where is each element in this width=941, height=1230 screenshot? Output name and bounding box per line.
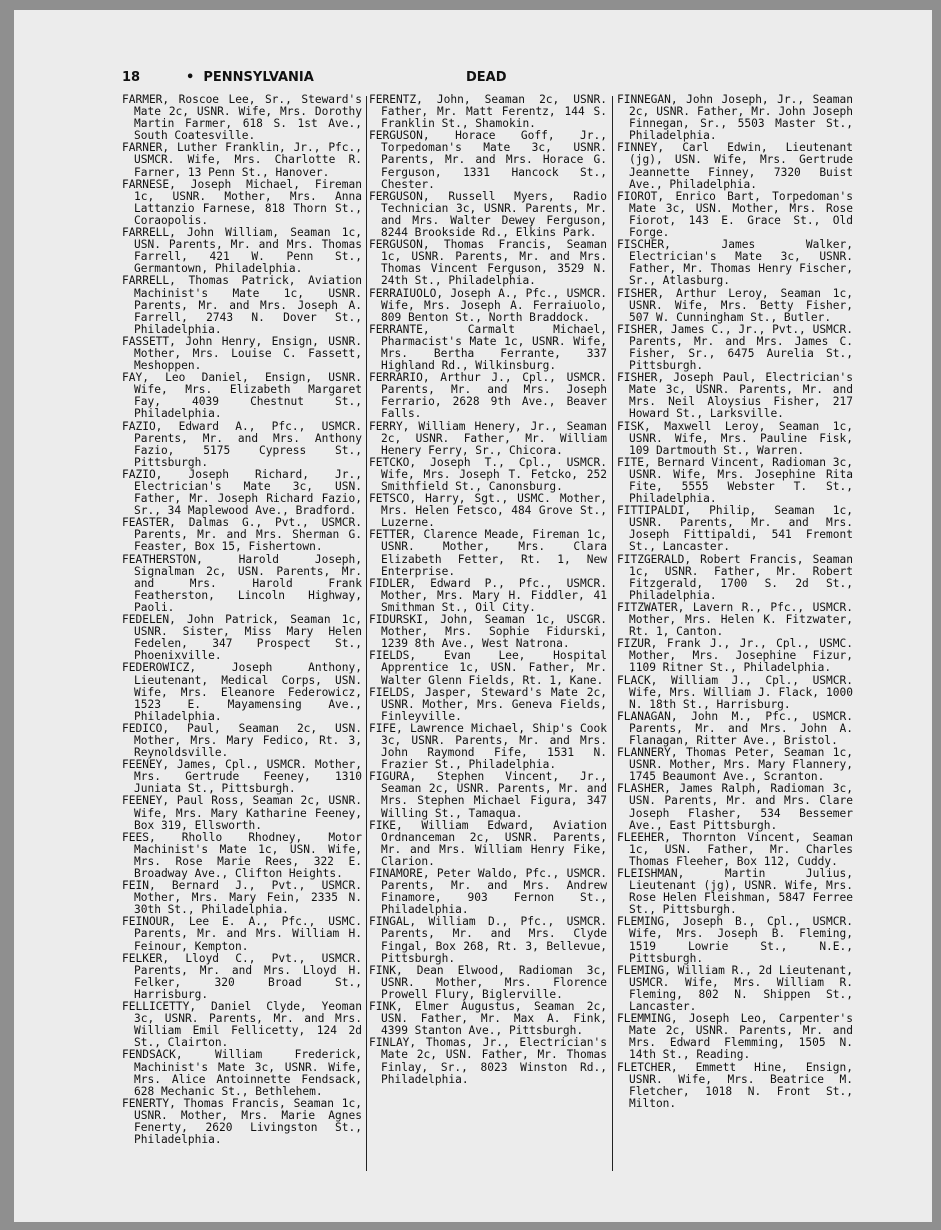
casualty-entry: FLEISHMAN, Martin Julius, Lieutenant (jg), USNR. Wife, Mrs. Rose Helen Fleishman, 5847 Ferree St., Pittsburgh. (617, 867, 853, 917)
casualty-entry: FIELDS, Evan Lee, Hospital Apprentice 1c, USN. Father, Mr. Walter Glenn Fields, Rt. 1, Kane. (369, 649, 607, 687)
page-header (122, 70, 852, 88)
casualty-entry: FISCHER, James Walker, Electrician's Mate 3c, USNR. Father, Mr. Thomas Henry Fischer, Sr., Atlasburg. (617, 238, 853, 288)
casualty-entry: FINK, Dean Elwood, Radioman 3c, USNR. Mother, Mrs. Florence Prowell Flury, Biglerville. (369, 963, 607, 1001)
casualty-entry: FINNEY, Carl Edwin, Lieutenant (jg), USN. Wife, Mrs. Gertrude Jeannette Finney, 7320 Buist Ave., Philadelphia. (617, 141, 853, 191)
casualty-entry: FIKE, William Edward, Aviation Ordnanceman 2c, USNR. Parents, Mr. and Mrs. William Henry Fike, Clarion. (369, 818, 607, 868)
casualty-entry: FEES, Rhollo Rhodney, Motor Machinist's Mate 1c, USN. Wife, Mrs. Rose Marie Rees, 322 E. Broadway Ave., Clifton Heights. (122, 830, 362, 880)
casualty-entry: FLASHER, James Ralph, Radioman 3c, USN. Parents, Mr. and Mrs. Clare Joseph Flasher, 534 Bessemer Ave., East Pittsburgh. (617, 782, 853, 832)
casualty-entry: FLEEHER, Thornton Vincent, Seaman 1c, USN. Father, Mr. Charles Thomas Fleeher, Box 112, Cuddy. (617, 830, 853, 868)
casualty-entry: FARRELL, Thomas Patrick, Aviation Machinist's Mate 1c, USNR. Parents, Mr. and Mrs. Joseph A. Farrell, 2743 N. Dover St., Philadelphia. (122, 274, 362, 336)
casualty-entry: FIGURA, Stephen Vincent, Jr., Seaman 2c, USNR. Parents, Mr. and Mrs. Stephen Michael Figura, 347 Willing St., Tamaqua. (369, 770, 607, 820)
page-number: 18 (122, 70, 141, 85)
casualty-entry: FLETCHER, Emmett Hine, Ensign, USNR. Wife, Mrs. Beatrice M. Fletcher, 1018 N. Front St., Milton. (617, 1060, 853, 1110)
casualty-entry: FISHER, Arthur Leroy, Seaman 1c, USNR. Wife, Mrs. Betty Fisher, 507 W. Cunningham St., Butler. (617, 286, 853, 324)
casualty-entry: FISHER, James C., Jr., Pvt., USMCR. Parents, Mr. and Mrs. James C. Fisher, Sr., 6475 Aurelia St., Pittsburgh. (617, 322, 853, 373)
column-middle (369, 94, 607, 1086)
casualty-entry: FERENTZ, John, Seaman 2c, USNR. Father, Mr. Matt Ferentz, 144 S. Franklin St., Shamokin. (369, 93, 607, 131)
casualty-entry: FERRARIO, Arthur J., Cpl., USMCR. Parents, Mr. and Mrs. Joseph Ferrario, 2628 9th Ave., Beaver Falls. (369, 371, 607, 421)
column-divider (612, 96, 613, 1171)
casualty-entry: FEINOUR, Lee E. A., Pfc., USMC. Parents, Mr. and Mrs. William H. Feinour, Kempton. (122, 915, 362, 953)
casualty-entry: FELLICETTY, Daniel Clyde, Yeoman 3c, USNR. Parents, Mr. and Mrs. William Emil Fellicetty, 124 2d St., Clairton. (122, 1000, 362, 1050)
casualty-entry: FITZGERALD, Robert Francis, Seaman 1c, USNR. Father, Mr. Robert Fitzgerald, 1700 S. 2d St., Philadelphia. (617, 552, 853, 602)
casualty-entry: FETSCO, Harry, Sgt., USMC. Mother, Mrs. Helen Fetsco, 484 Grove St., Luzerne. (369, 492, 607, 530)
casualty-entry: FARMER, Roscoe Lee, Sr., Steward's Mate 2c, USNR. Wife, Mrs. Dorothy Martin Farmer, 618 S. 1st Ave., South Coatesville. (122, 93, 362, 143)
casualty-entry: FLEMING, William R., 2d Lieutenant, USMCR. Wife, Mrs. William R. Fleming, 802 N. Shippen St., Lancaster. (617, 963, 853, 1014)
casualty-entry: FISHER, Joseph Paul, Electrician's Mate 3c, USNR. Parents, Mr. and Mrs. Neil Aloysius Fisher, 217 Howard St., Larksville. (617, 371, 853, 421)
casualty-entry: FINAMORE, Peter Waldo, Pfc., USMCR. Parents, Mr. and Mrs. Andrew Finamore, 903 Fernon St., Philadelphia. (369, 867, 607, 917)
casualty-entry: FEDICO, Paul, Seaman 2c, USN. Mother, Mrs. Mary Fedico, Rt. 3, Reynoldsville. (122, 721, 362, 760)
casualty-entry: FINK, Elmer Augustus, Seaman 2c, USN. Father, Mr. Max A. Fink, 4399 Stanton Ave., Pittsburgh. (369, 1000, 607, 1038)
casualty-entry: FEDEROWICZ, Joseph Anthony, Lieutenant, Medical Corps, USN. Wife, Mrs. Eleanore Federowicz, 1523 E. Mayamensing Ave., Philadelphia. (122, 661, 362, 723)
casualty-entry: FETCKO, Joseph T., Cpl., USMCR. Wife, Mrs. Joseph T. Fetcko, 252 Smithfield St., Canonsburg. (369, 455, 607, 493)
state-heading (186, 70, 314, 85)
casualty-entry: FEENEY, James, Cpl., USMCR. Mother, Mrs. Gertrude Feeney, 1310 Juniata St., Pittsburgh. (122, 758, 362, 796)
casualty-entry: FERRY, William Henery, Jr., Seaman 2c, USNR. Father, Mr. William Henery Ferry, Sr., Chicora. (369, 419, 607, 457)
casualty-entry: FARNER, Luther Franklin, Jr., Pfc., USMCR. Wife, Mrs. Charlotte R. Farner, 13 Penn St., Hanover. (122, 141, 362, 179)
casualty-entry: FLEMMING, Joseph Leo, Carpenter's Mate 2c, USNR. Parents, Mr. and Mrs. Edward Flemming, 1505 N. 14th St., Reading. (617, 1012, 853, 1062)
column-left (122, 94, 362, 1146)
casualty-entry: FELKER, Lloyd C., Pvt., USMCR. Parents, Mr. and Mrs. Lloyd H. Felker, 320 Broad St., Harrisburg. (122, 951, 362, 1001)
casualty-entry: FENERTY, Thomas Francis, Seaman 1c, USNR. Mother, Mrs. Marie Agnes Fenerty, 2620 Livingston St., Philadelphia. (122, 1096, 362, 1147)
casualty-entry: FINLAY, Thomas, Jr., Electrician's Mate 2c, USN. Father, Mr. Thomas Finlay, Sr., 8023 Winston Rd., Philadelphia. (369, 1036, 607, 1086)
casualty-entry: FAZIO, Edward A., Pfc., USMCR. Parents, Mr. and Mrs. Anthony Fazio, 5175 Cypress St., Pittsburgh. (122, 419, 362, 469)
casualty-entry: FEASTER, Dalmas G., Pvt., USMCR. Parents, Mr. and Mrs. Sherman G. Feaster, Box 15, Fishertown. (122, 516, 362, 554)
casualty-entry: FETTER, Clarence Meade, Fireman 1c, USNR. Mother, Mrs. Clara Elizabeth Fetter, Rt. 1, New Enterprise. (369, 528, 607, 578)
casualty-entry: FLANNERY, Thomas Peter, Seaman 1c, USNR. Mother, Mrs. Mary Flannery, 1745 Beaumont Ave., Scranton. (617, 746, 853, 784)
casualty-entry: FARRELL, John William, Seaman 1c, USN. Parents, Mr. and Mrs. Thomas Farrell, 421 W. Penn St., Germantown, Philadelphia. (122, 226, 362, 276)
header-bullet: • (186, 70, 195, 85)
casualty-entry: FIDLER, Edward P., Pfc., USMCR. Mother, Mrs. Mary H. Fiddler, 41 Smithman St., Oil City. (369, 576, 607, 614)
casualty-entry: FENDSACK, William Frederick, Machinist's Mate 3c, USNR. Wife, Mrs. Alice Antoinnette Fendsack, 628 Mechanic St., Bethlehem. (122, 1048, 362, 1098)
section-heading: DEAD (466, 70, 507, 85)
casualty-entry: FEATHERSTON, Harold Joseph, Signalman 2c, USN. Parents, Mr. and Mrs. Harold Frank Featherston, Lincoln Highway, Paoli. (122, 552, 362, 614)
casualty-entry: FINGAL, William D., Pfc., USMCR. Parents, Mr. and Mrs. Clyde Fingal, Box 268, Rt. 3, Bellevue, Pittsburgh. (369, 915, 607, 965)
casualty-entry: FITTIPALDI, Philip, Seaman 1c, USNR. Parents, Mr. and Mrs. Joseph Fittipaldi, 541 Fremont St., Lancaster. (617, 504, 853, 554)
casualty-entry: FIOROT, Enrico Bart, Torpedoman's Mate 3c, USN. Mother, Mrs. Rose Fiorot, 143 E. Grace St., Old Forge. (617, 189, 853, 240)
casualty-entry: FIELDS, Jasper, Steward's Mate 2c, USNR. Mother, Mrs. Geneva Fields, Finleyville. (369, 685, 607, 723)
casualty-entry: FEIN, Bernard J., Pvt., USMCR. Mother, Mrs. Mary Fein, 2335 N. 30th St., Philadelphia. (122, 879, 362, 917)
casualty-entry: FEENEY, Paul Ross, Seaman 2c, USNR. Wife, Mrs. Mary Katharine Feeney, Box 319, Ellsworth. (122, 794, 362, 832)
state-name: PENNSYLVANIA (203, 70, 314, 85)
casualty-entry: FERGUSON, Horace Goff, Jr., Torpedoman's Mate 3c, USNR. Parents, Mr. and Mrs. Horace G. Ferguson, 1331 Hancock St., Chester. (369, 129, 607, 191)
column-right (617, 94, 853, 1110)
casualty-entry: FERRAIUOLO, Joseph A., Pfc., USMCR. Wife, Mrs. Joseph A. Ferraiuolo, 809 Benton St., North Braddock. (369, 286, 607, 324)
casualty-entry: FINNEGAN, John Joseph, Jr., Seaman 2c, USNR. Father, Mr. John Joseph Finnegan, Sr., 5503 Master St., Philadelphia. (617, 93, 853, 143)
column-divider (366, 96, 367, 1171)
casualty-entry: FEDELEN, John Patrick, Seaman 1c, USNR. Sister, Miss Mary Helen Fedelen, 347 Prospect St., Phoenixville. (122, 613, 362, 663)
casualty-entry: FIFE, Lawrence Michael, Ship's Cook 3c, USNR. Parents, Mr. and Mrs. John Raymond Fife, 1531 N. Frazier St., Philadelphia. (369, 721, 607, 772)
casualty-entry: FERGUSON, Thomas Francis, Seaman 1c, USNR. Parents, Mr. and Mrs. Thomas Vincent Ferguson, 3529 N. 24th St., Philadelphia. (369, 238, 607, 288)
casualty-entry: FISK, Maxwell Leroy, Seaman 1c, USNR. Wife, Mrs. Pauline Fisk, 109 Dartmouth St., Warren. (617, 419, 853, 457)
casualty-entry: FIDURSKI, John, Seaman 1c, USCGR. Mother, Mrs. Sophie Fidurski, 1239 8th Ave., West Natrona. (369, 613, 607, 651)
casualty-entry: FAY, Leo Daniel, Ensign, USNR. Wife, Mrs. Elizabeth Margaret Fay, 4039 Chestnut St., Philadelphia. (122, 371, 362, 421)
casualty-entry: FERGUSON, Russell Myers, Radio Technician 3c, USNR. Parents, Mr. and Mrs. Walter Dewey Ferguson, 8244 Brookside Rd., Elkins Park. (369, 189, 607, 240)
casualty-entry: FERRANTE, Carmalt Michael, Pharmacist's Mate 1c, USNR. Wife, Mrs. Bertha Ferrante, 337 Highland Rd., Wilkinsburg. (369, 322, 607, 373)
casualty-entry: FAZIO, Joseph Richard, Jr., Electrician's Mate 3c, USN. Father, Mr. Joseph Richard Fazio, Sr., 34 Maplewood Ave., Bradford. (122, 467, 362, 518)
casualty-entry: FIZUR, Frank J., Jr., Cpl., USMC. Mother, Mrs. Josephine Fizur, 1109 Ritner St., Philadelphia. (617, 637, 853, 675)
casualty-entry: FARNESE, Joseph Michael, Fireman 1c, USNR. Mother, Mrs. Anna Lattanzio Farnese, 818 Thorn St., Coraopolis. (122, 177, 362, 227)
casualty-entry: FLANAGAN, John M., Pfc., USMCR. Parents, Mr. and Mrs. John A. Flanagan, Ritter Ave., Bristol. (617, 709, 853, 747)
casualty-entry: FASSETT, John Henry, Ensign, USNR. Mother, Mrs. Louise C. Fassett, Meshoppen. (122, 334, 362, 373)
casualty-entry: FITZWATER, Lavern R., Pfc., USMCR. Mother, Mrs. Helen K. Fitzwater, Rt. 1, Canton. (617, 600, 853, 639)
casualty-entry: FITE, Bernard Vincent, Radioman 3c, USNR. Wife, Mrs. Josephine Rita Fite, 5555 Webster T. St., Philadelphia. (617, 455, 853, 506)
casualty-entry: FLACK, William J., Cpl., USMCR. Wife, Mrs. William J. Flack, 1000 N. 18th St., Harrisburg. (617, 673, 853, 711)
casualty-entry: FLEMING, Joseph B., Cpl., USMCR. Wife, Mrs. Joseph B. Fleming, 1519 Lowrie St., N.E., Pittsburgh. (617, 915, 853, 965)
